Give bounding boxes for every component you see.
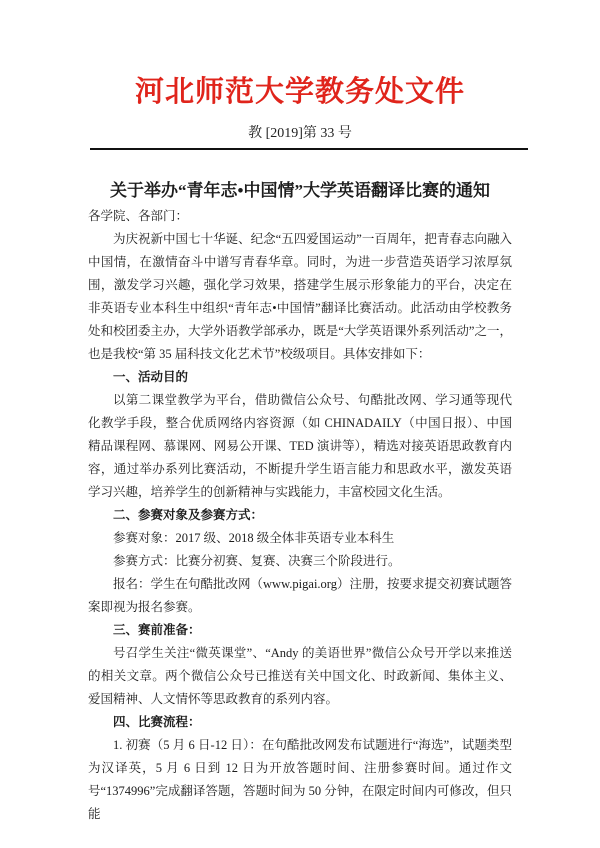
header-divider (90, 148, 528, 150)
body-paragraph: 1. 初赛（5 月 6 日-12 日）：在句酷批改网发布试题进行“海选”，试题类型为汉译英，5 月 6 日到 12 日为开放答题时间、注册参赛时间。通过作文号“1374996”完成翻译答题，答题时间为 50 分钟，在限定时间内可修改，但只能 (88, 738, 512, 821)
salutation-line: 各学院、各部门： (88, 209, 189, 223)
body-paragraph: 参赛对象：2017 级、2018 级全体非英语专业本科生 (113, 531, 395, 545)
document-title: 河北师范大学教务处文件 (134, 76, 465, 108)
body-paragraph: 参赛方式：比赛分初赛、复赛、决赛三个阶段进行。 (113, 554, 401, 568)
body-paragraph: 报名：学生在句酷批改网（www.pigai.org）注册，按要求提交初赛试题答案即视为报名参赛。 (88, 577, 512, 614)
section-heading: 四、比赛流程： (113, 715, 201, 729)
section-heading: 二、参赛对象及参赛方式： (113, 508, 264, 522)
body-paragraph: 号召学生关注“微英课堂”、“Andy 的美语世界”微信公众号开学以来推送的相关文章。两个微信公众号已推送有关中国文化、时政新闻、集体主义、爱国精神、人文情怀等思政教育的系列内容。 (88, 646, 512, 706)
notice-subject: 关于举办“青年志•中国情”大学英语翻译比赛的通知 (110, 181, 490, 200)
body-paragraph: 为庆祝新中国七十华诞、纪念“五四爱国运动”一百周年，把青春志向融入中国情，在激情奋斗中谱写青春华章。同时，为进一步营造英语学习浓厚氛围，激发学习兴趣，强化学习效果，搭建学生展示形象能力的平台，决定在非英语专业本科生中组织“青年志•中国情”翻译比赛活动。此活动由学校教务处和校团委主办，大学外语教学部承办，既是“大学英语课外系列活动”之一，也是我校“第 35 届科技文化艺术节”校级项目。具体安排如下： (88, 232, 512, 361)
document-number: 教 [2019]第 33 号 (248, 126, 352, 141)
section-heading: 三、赛前准备： (113, 623, 201, 637)
document-body (88, 205, 512, 826)
section-heading: 一、活动目的 (113, 370, 189, 384)
body-paragraph: 以第二课堂教学为平台，借助微信公众号、句酷批改网、学习通等现代化教学手段，整合优质网络内容资源（如 CHINADAILY（中国日报）、中国精品课程网、慕课网、网易公开课、TED 演讲等），精选对接英语思政教育内容，通过举办系列比赛活动，不断提升学生语言能力和思政水平，激发英语学习兴趣，培养学生的创新精神与实践能力，丰富校园文化生活。 (88, 393, 512, 499)
